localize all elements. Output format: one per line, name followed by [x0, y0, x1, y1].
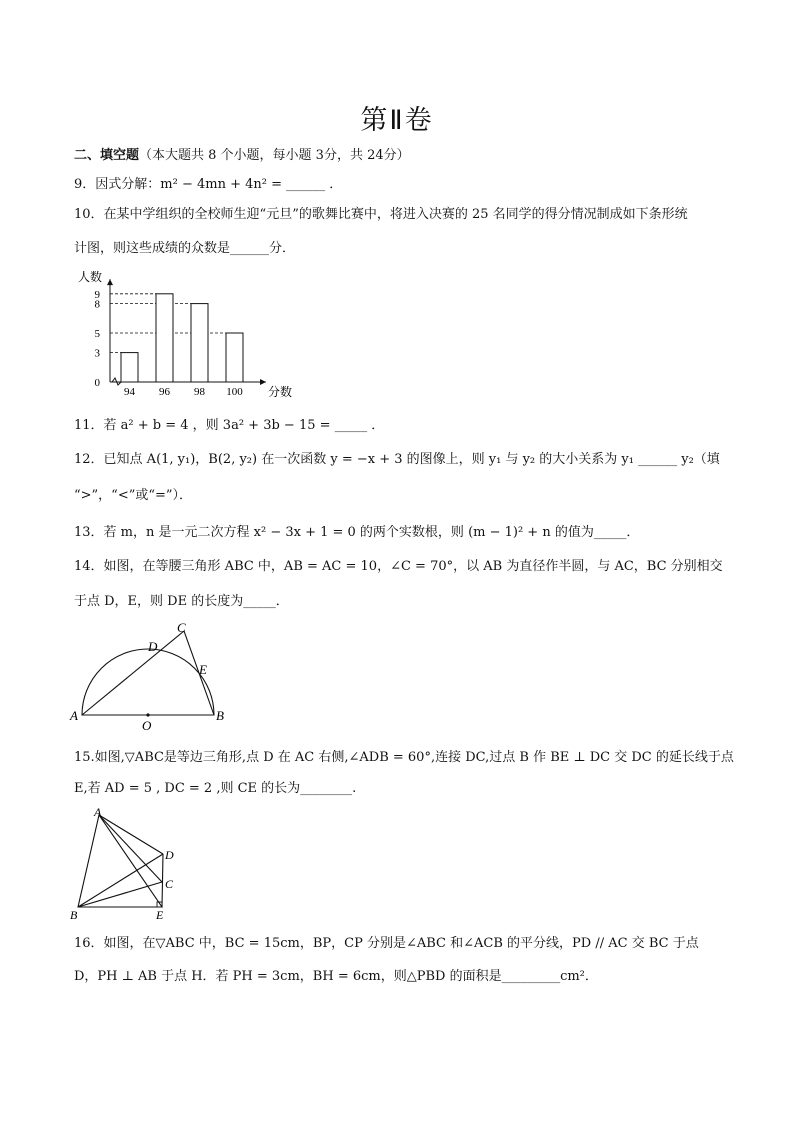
label-C: C: [177, 620, 186, 635]
section-desc: （本大题共 8 个小题，每小题 3分，共 24分）: [139, 148, 410, 163]
x-tick-label: 94: [124, 386, 135, 398]
y-tick-label: 9: [94, 288, 100, 301]
x-tick-label: 98: [194, 386, 205, 398]
question-15-line-2: E,若 AD = 5 , DC = 2 ,则 CE 的长为________.: [74, 781, 357, 796]
label-C: C: [165, 877, 174, 891]
y-tick-label: 0: [94, 377, 100, 389]
bar: [156, 294, 173, 382]
question-12-line-2: “>”，“<”或“=”）．: [74, 488, 193, 503]
y-axis-label: 人数: [78, 270, 103, 285]
label-A: A: [94, 806, 102, 819]
y-axis-arrow: [107, 279, 113, 285]
question-13: 13．若 m，n 是一元二次方程 x² − 3x + 1 = 0 的两个实数根，则 (m − 1)² + n 的值为_____．: [74, 525, 640, 540]
x-axis-arrow: [260, 379, 266, 385]
page-title: 第Ⅱ卷: [360, 105, 434, 136]
question-9: 9．因式分解：m² − 4mn + 4n² = ______ ．: [74, 177, 343, 192]
label-A: A: [70, 708, 78, 723]
label-E: E: [156, 908, 164, 922]
score-bar-chart: [74, 266, 294, 406]
section-head: 二、填空题: [74, 148, 140, 163]
question-11: 11．若 a² + b = 4 ，则 3a² + 3b − 15 = _____ ．: [74, 418, 385, 433]
bar: [226, 333, 243, 382]
question-14-line-2: 于点 D，E，则 DE 的长度为_____．: [74, 594, 289, 609]
label-E: E: [199, 662, 207, 677]
question-10-line-2: 计图，则这些成绩的众数是______分．: [74, 241, 296, 256]
question-12-line-1: 12．已知点 A(1, y₁)，B(2, y₂) 在一次函数 y = −x + 3 的图像上，则 y₁ 与 y₂ 的大小关系为 y₁ ______ y₂（填: [74, 452, 720, 467]
label-D: D: [165, 848, 174, 862]
question-10-line-1: 10．在某中学组织的全校师生迎“元旦”的歌舞比赛中，将进入决赛的 25 名同学的得分情况制成如下条形统: [74, 207, 688, 222]
figure-15-triangle: [66, 806, 186, 922]
question-15-line-1: 15.如图,▽ABC是等边三角形,点 D 在 AC 右侧,∠ADB = 60°,连接 DC,过点 B 作 BE ⊥ DC 交 DC 的延长线于点: [74, 750, 734, 765]
y-tick-label: 3: [94, 347, 100, 360]
question-16-line-1: 16．如图，在▽ABC 中，BC = 15cm，BP，CP 分别是∠ABC 和∠ACB 的平分线，PD // AC 交 BC 于点: [74, 936, 699, 951]
label-O: O: [142, 718, 152, 733]
y-tick-label: 5: [94, 328, 100, 340]
x-axis-label: 分数: [268, 385, 293, 399]
figure-14-semicircle: [66, 620, 236, 735]
question-14-line-1: 14．如图，在等腰三角形 ABC 中，AB = AC = 10，∠C = 70°，以 AB 为直径作半圆，与 AC，BC 分别相交: [74, 559, 723, 574]
bar: [121, 353, 138, 382]
x-tick-label: 100: [226, 386, 243, 398]
bar: [191, 304, 208, 382]
question-16-line-2: D，PH ⊥ AB 于点 H．若 PH = 3cm，BH = 6cm，则△PBD 的面积是_________cm²．: [74, 969, 598, 984]
y-tick-label: 8: [94, 298, 100, 311]
label-B: B: [216, 708, 224, 723]
label-B: B: [70, 908, 78, 922]
x-tick-label: 96: [159, 386, 170, 398]
section-heading: [74, 147, 724, 164]
label-D: D: [148, 639, 158, 654]
